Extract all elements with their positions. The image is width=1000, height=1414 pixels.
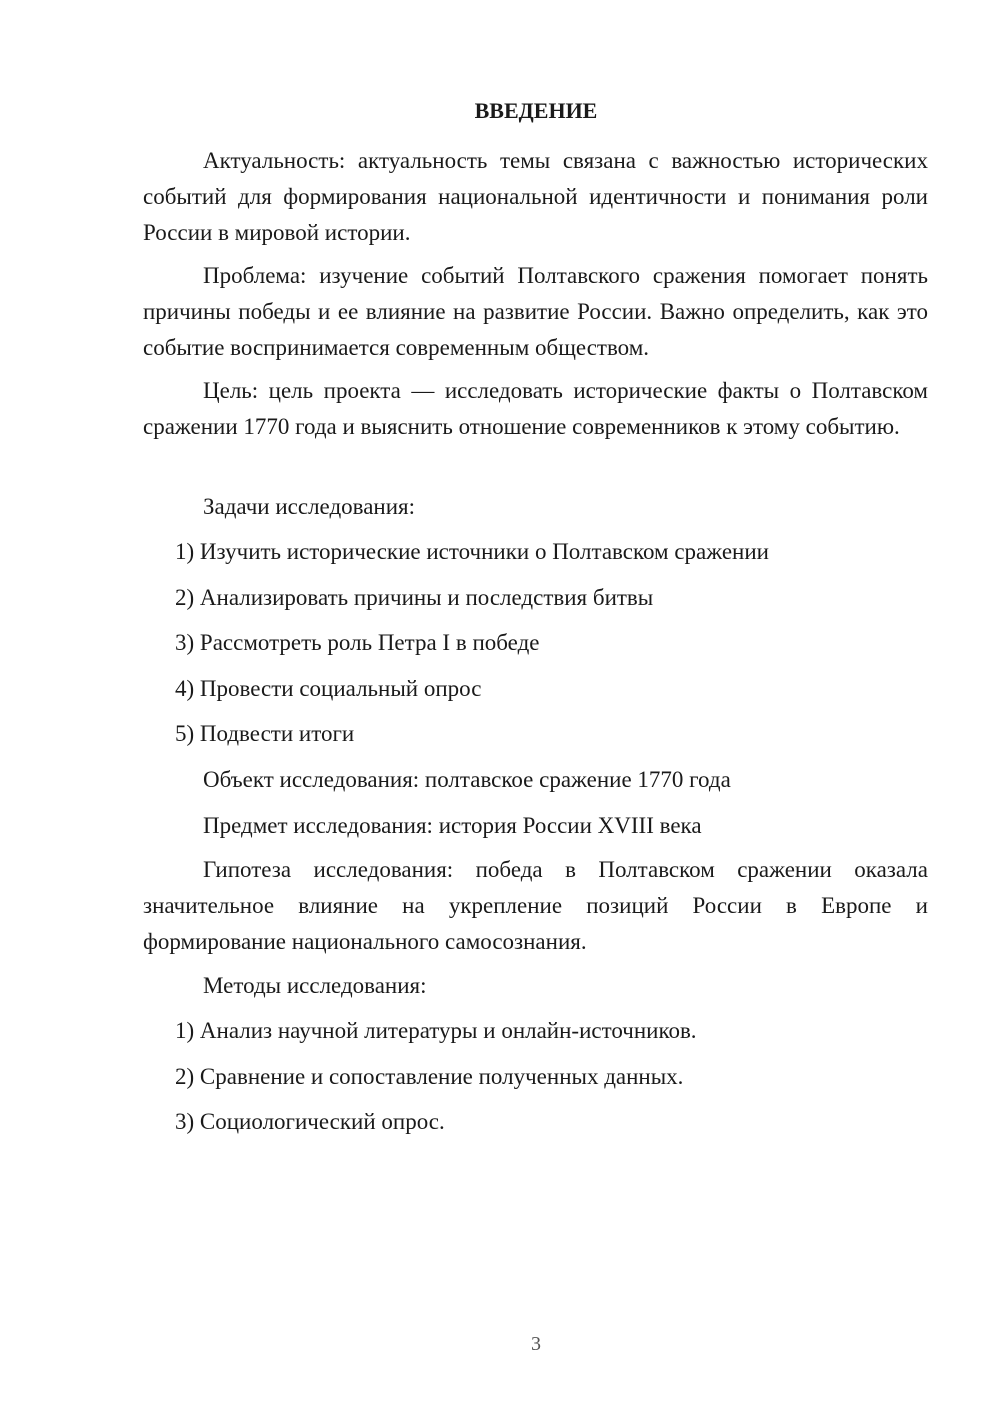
task-item: 2) Анализировать причины и последствия битвы [175,585,654,610]
method-item: 3) Социологический опрос. [175,1109,445,1134]
page-number: 3 [531,1333,541,1355]
relevance-paragraph: Актуальность: актуальность темы связана с важностью исторических событий для формирования национальной идентичности и понимания роли России в мировой истории. [143,148,928,245]
page-title: ВВЕДЕНИЕ [474,98,598,123]
goal-paragraph: Цель: цель проекта — исследовать исторические факты о Полтавском сражении 1770 года и выяснить отношение современников к этому событию. [143,378,928,439]
methods-heading: Методы исследования: [203,973,427,998]
method-item: 1) Анализ научной литературы и онлайн-источников. [175,1018,697,1043]
hypothesis-paragraph: Гипотеза исследования: победа в Полтавском сражении оказала значительное влияние на укрепление позиций России в Европе и формирование национального самосознания. [143,857,928,954]
problem-paragraph: Проблема: изучение событий Полтавского сражения помогает понять причины победы и ее влияние на развитие России. Важно определить, как это событие воспринимается современным обществом. [143,263,928,360]
task-item: 5) Подвести итоги [175,721,355,746]
subject-line: Предмет исследования: история России XVIII века [203,813,702,838]
tasks-heading: Задачи исследования: [203,494,416,519]
task-item: 3) Рассмотреть роль Петра I в победе [175,630,540,655]
task-item: 1) Изучить исторические источники о Полтавском сражении [175,539,769,564]
object-line: Объект исследования: полтавское сражение 1770 года [203,767,731,792]
task-item: 4) Провести социальный опрос [175,676,482,701]
method-item: 2) Сравнение и сопоставление полученных данных. [175,1064,684,1089]
